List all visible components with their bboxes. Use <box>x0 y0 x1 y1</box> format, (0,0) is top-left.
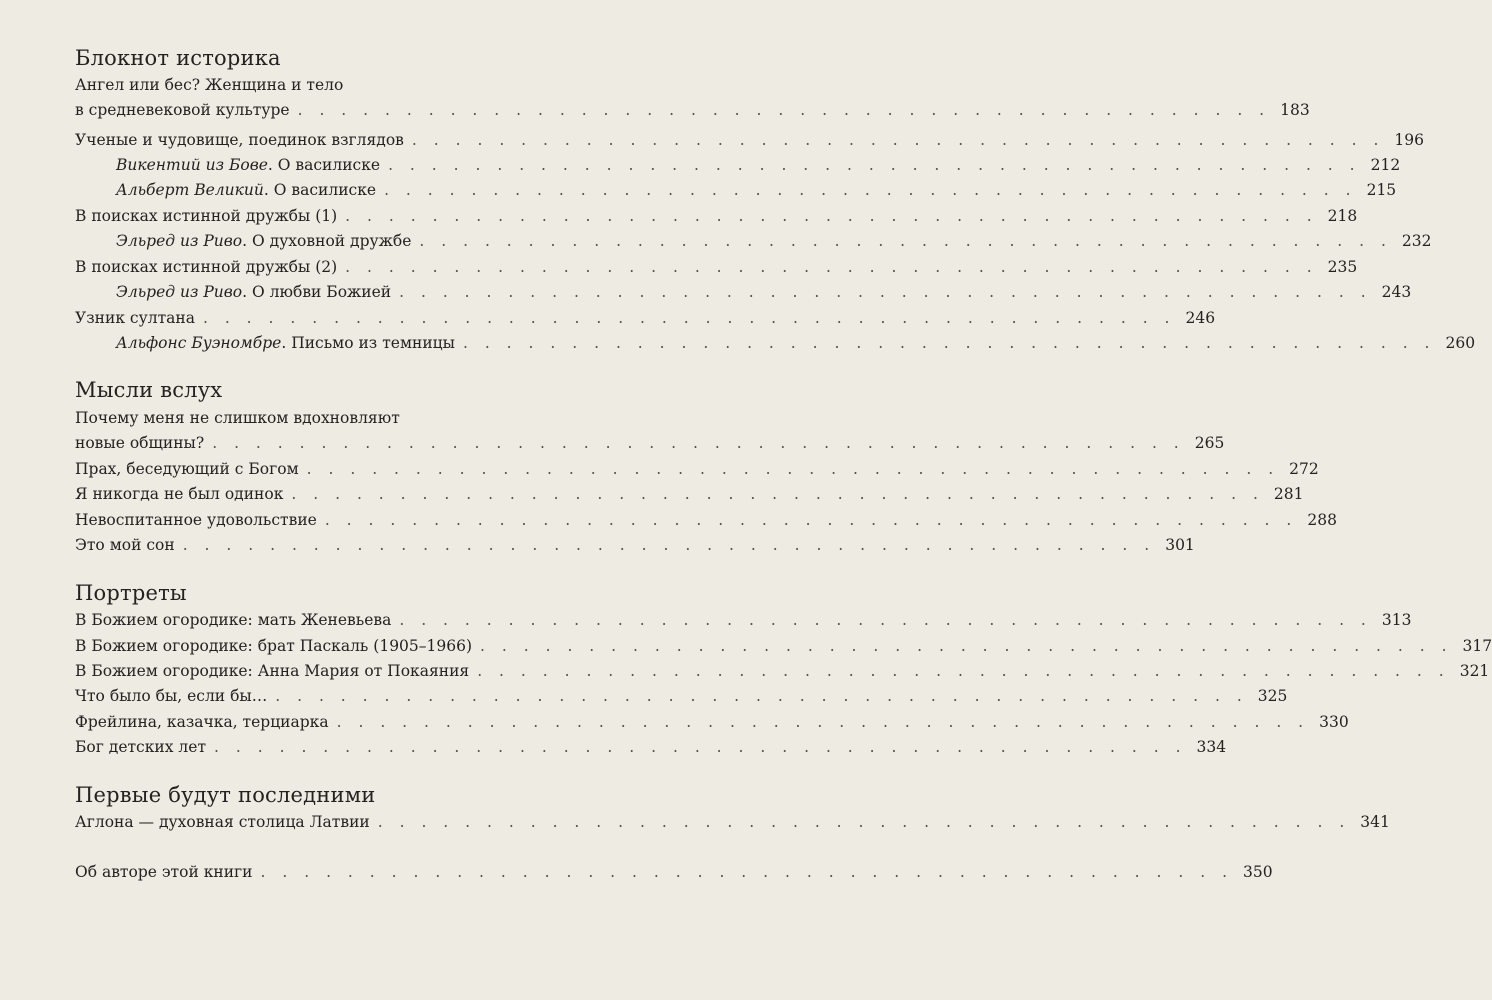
entry-page: 350 <box>1243 863 1273 881</box>
toc-subentry[interactable] <box>116 153 1401 178</box>
entry-page: 246 <box>1185 309 1216 327</box>
toc-entry[interactable] <box>75 710 1349 735</box>
entry-title: Невоспитанное удовольствие <box>75 511 317 529</box>
dot-leader: . . . . . . . . . . . . . . . . . . . . . . . . . . . . . . . . . . . . . . . . . . . . . <box>260 863 1234 881</box>
entry-page: 313 <box>1381 611 1412 629</box>
entry-page: 321 <box>1459 662 1490 680</box>
entry-title: . О василиске <box>267 156 381 174</box>
entry-title: . О духовной дружбе <box>242 232 412 250</box>
dot-leader: . . . . . . . . . . . . . . . . . . . . . . . . . . . . . . . . . . . . . . . . . . . . . <box>291 485 1264 503</box>
toc-subentry[interactable] <box>116 178 1397 203</box>
entry-page: 281 <box>1273 485 1304 503</box>
dot-leader: . . . . . . . . . . . . . . . . . . . . . . . . . . . . . . . . . . . . . . . . . . . . . <box>324 511 1298 529</box>
entry-title: Я никогда не был одинок <box>75 485 284 503</box>
dot-leader: . . . . . . . . . . . . . . . . . . . . . . . . . . . . . . . . . . . . . . . . . . . . . <box>345 207 1318 225</box>
entry-page: 218 <box>1327 207 1358 225</box>
dot-leader: . . . . . . . . . . . . . . . . . . . . . . . . . . . . . . . . . . . . . . . . . . . . . <box>480 637 1453 655</box>
entry-title: Это мой сон <box>75 536 175 554</box>
entry-title: Прах, беседующий с Богом <box>75 460 299 478</box>
dot-leader: . . . . . . . . . . . . . . . . . . . . . . . . . . . . . . . . . . . . . . . . . . . . . <box>214 738 1187 756</box>
section-title: Мысли вслух <box>75 378 223 402</box>
dot-leader: . . . . . . . . . . . . . . . . . . . . . . . . . . . . . . . . . . . . . . . . . . . . . <box>399 611 1372 629</box>
entry-title: новые общины? <box>75 434 205 452</box>
entry-author: Эльред из Риво <box>116 283 243 301</box>
toc-entry[interactable] <box>75 457 1319 482</box>
entry-page: 334 <box>1196 738 1227 756</box>
entry-title: Аглона — духовная столица Латвии <box>75 813 370 831</box>
section-title: Первые будут последними <box>75 783 376 807</box>
dot-leader: . . . . . . . . . . . . . . . . . . . . . . . . . . . . . . . . . . . . . . . . . . . . . <box>275 687 1248 705</box>
entry-page: 325 <box>1257 687 1288 705</box>
toc-entry[interactable] <box>75 255 1358 280</box>
entry-title-line1: Почему меня не слишком вдохновляют <box>75 409 400 427</box>
section-title: Портреты <box>75 581 187 605</box>
entry-page: 272 <box>1289 460 1319 478</box>
entry-title: В Божием огородике: Анна Мария от Покаяния <box>75 662 470 680</box>
dot-leader: . . . . . . . . . . . . . . . . . . . . . . . . . . . . . . . . . . . . . . . . . . . . . <box>345 258 1318 276</box>
toc-entry[interactable] <box>75 684 1288 709</box>
toc-entry[interactable] <box>75 810 1390 835</box>
entry-title: . О любви Божией <box>242 283 392 301</box>
entry-author: Альберт Великий <box>116 181 264 199</box>
toc-entry[interactable] <box>75 128 1425 153</box>
toc-entry-about-author[interactable] <box>75 860 1273 885</box>
toc-entry[interactable] <box>75 508 1337 533</box>
entry-page: 235 <box>1327 258 1358 276</box>
toc-entry[interactable] <box>75 634 1492 659</box>
toc-subentry[interactable] <box>116 331 1476 356</box>
dot-leader: . . . . . . . . . . . . . . . . . . . . . . . . . . . . . . . . . . . . . . . . . . . . . <box>388 156 1361 174</box>
entry-title: Фрейлина, казачка, терциарка <box>75 713 329 731</box>
entry-page: 301 <box>1165 536 1195 554</box>
entry-page: 212 <box>1370 156 1401 174</box>
entry-title: В Божием огородике: брат Паскаль (1905–1966) <box>75 637 473 655</box>
dot-leader: . . . . . . . . . . . . . . . . . . . . . . . . . . . . . . . . . . . . . . . . . . . . . <box>182 536 1156 554</box>
toc-entry[interactable] <box>75 659 1490 684</box>
dot-leader: . . . . . . . . . . . . . . . . . . . . . . . . . . . . . . . . . . . . . . . . . . . . . <box>419 232 1392 250</box>
entry-page: 265 <box>1194 434 1225 452</box>
toc-entry[interactable] <box>75 406 1225 456</box>
entry-title: . О василиске <box>263 181 377 199</box>
entry-title: Узник султана <box>75 309 195 327</box>
toc-entry[interactable] <box>75 533 1195 558</box>
entry-title: . Письмо из темницы <box>281 334 455 352</box>
entry-page: 232 <box>1401 232 1432 250</box>
toc-entry[interactable] <box>75 735 1227 760</box>
entry-page: 183 <box>1280 101 1310 119</box>
dot-leader: . . . . . . . . . . . . . . . . . . . . . . . . . . . . . . . . . . . . . . . . . . . . . <box>384 181 1357 199</box>
dot-leader: . . . . . . . . . . . . . . . . . . . . . . . . . . . . . . . . . . . . . . . . . . . . . <box>212 434 1185 452</box>
toc-subentry[interactable] <box>116 229 1432 254</box>
dot-leader: . . . . . . . . . . . . . . . . . . . . . . . . . . . . . . . . . . . . . . . . . . . . . <box>411 131 1385 149</box>
entry-author: Викентий из Бове <box>116 156 268 174</box>
toc-subentry[interactable] <box>116 280 1412 305</box>
toc-entry[interactable] <box>75 482 1304 507</box>
entry-page: 341 <box>1360 813 1390 831</box>
entry-page: 215 <box>1366 181 1397 199</box>
dot-leader: . . . . . . . . . . . . . . . . . . . . . . . . . . . . . . . . . . . . . . . . . . . . . <box>306 460 1280 478</box>
dot-leader: . . . . . . . . . . . . . . . . . . . . . . . . . . . . . . . . . . . . . . . . . . . . . <box>297 101 1271 119</box>
dot-leader: . . . . . . . . . . . . . . . . . . . . . . . . . . . . . . . . . . . . . . . . . . . . . <box>462 334 1436 352</box>
entry-page: 330 <box>1319 713 1349 731</box>
entry-title-line1: Ангел или бес? Женщина и тело <box>75 76 344 94</box>
entry-page: 196 <box>1394 131 1425 149</box>
entry-title: Об авторе этой книги <box>75 863 253 881</box>
entry-title: В поисках истинной дружбы (1) <box>75 207 338 225</box>
section-title: Блокнот историка <box>75 46 281 70</box>
dot-leader: . . . . . . . . . . . . . . . . . . . . . . . . . . . . . . . . . . . . . . . . . . . . . <box>202 309 1176 327</box>
dot-leader: . . . . . . . . . . . . . . . . . . . . . . . . . . . . . . . . . . . . . . . . . . . . . <box>477 662 1450 680</box>
dot-leader: . . . . . . . . . . . . . . . . . . . . . . . . . . . . . . . . . . . . . . . . . . . . . <box>377 813 1351 831</box>
entry-title: в средневековой культуре <box>75 101 290 119</box>
entry-page: 317 <box>1462 637 1492 655</box>
entry-title: В Божием огородике: мать Женевьева <box>75 611 392 629</box>
dot-leader: . . . . . . . . . . . . . . . . . . . . . . . . . . . . . . . . . . . . . . . . . . . . . <box>336 713 1310 731</box>
toc-entry[interactable] <box>75 608 1412 633</box>
dot-leader: . . . . . . . . . . . . . . . . . . . . . . . . . . . . . . . . . . . . . . . . . . . . . <box>399 283 1372 301</box>
entry-page: 260 <box>1445 334 1476 352</box>
entry-author: Альфонс Буэномбре <box>116 334 282 352</box>
entry-title: Бог детских лет <box>75 738 207 756</box>
toc-entry[interactable] <box>75 73 1310 123</box>
entry-author: Эльред из Риво <box>116 232 243 250</box>
entry-title: Ученые и чудовище, поединок взглядов <box>75 131 404 149</box>
entry-page: 288 <box>1307 511 1337 529</box>
entry-page: 243 <box>1381 283 1412 301</box>
toc-entry[interactable] <box>75 306 1216 331</box>
entry-title: Что было бы, если бы… <box>75 687 268 705</box>
entry-title: В поисках истинной дружбы (2) <box>75 258 338 276</box>
toc-entry[interactable] <box>75 204 1358 229</box>
